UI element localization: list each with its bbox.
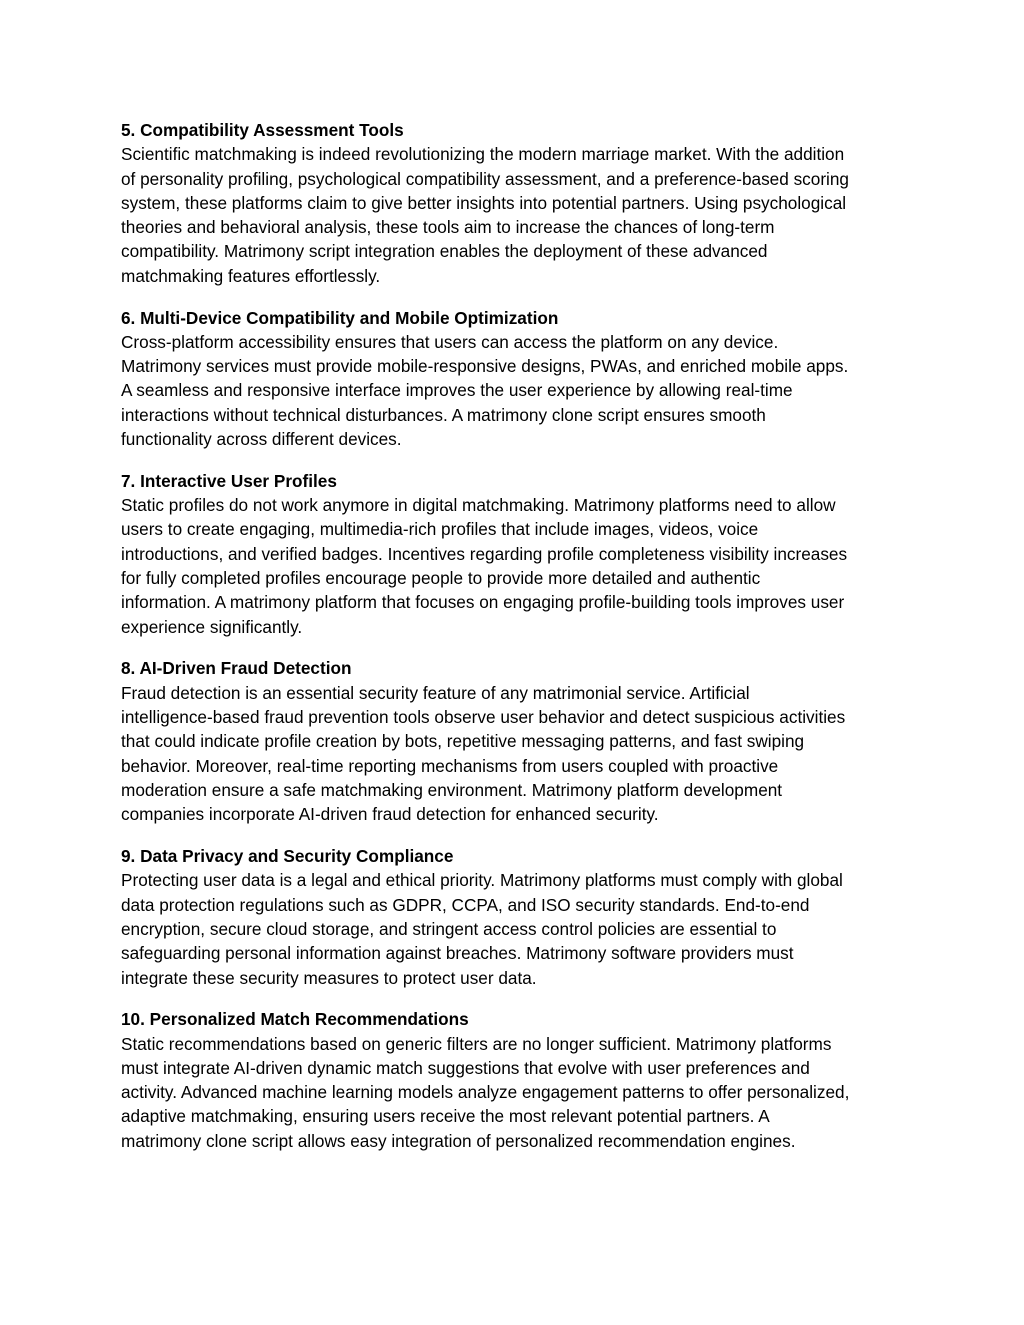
section-multi-device-compatibility xyxy=(121,306,921,452)
section-heading: 7. Interactive User Profiles xyxy=(121,470,337,491)
paragraph-line: functionality across different devices. xyxy=(121,429,402,450)
section-interactive-user-profiles xyxy=(121,469,921,639)
paragraph-line: A seamless and responsive interface improves the user experience by allowing real-time xyxy=(121,380,793,401)
paragraph-line: of personality profiling, psychological compatibility assessment, and a preference-based scoring xyxy=(121,168,849,189)
paragraph-line: theories and behavioral analysis, these tools aim to increase the chances of long-term xyxy=(121,217,775,238)
paragraph-line: Scientific matchmaking is indeed revolutionizing the modern marriage market. With the addition xyxy=(121,144,845,165)
paragraph-line: Fraud detection is an essential security feature of any matrimonial service. Artificial xyxy=(121,682,750,703)
paragraph-line: integrate these security measures to protect user data. xyxy=(121,967,537,988)
paragraph-line: Protecting user data is a legal and ethical priority. Matrimony platforms must comply with global xyxy=(121,870,843,891)
section-heading: 5. Compatibility Assessment Tools xyxy=(121,120,404,140)
paragraph-line: adaptive matchmaking, ensuring users receive the most relevant potential partners. A xyxy=(121,1106,770,1127)
paragraph-line: must integrate AI-driven dynamic match suggestions that evolve with user preferences and xyxy=(121,1057,810,1078)
section-data-privacy-security xyxy=(121,844,921,990)
paragraph-line: Cross-platform accessibility ensures that users can access the platform on any device. xyxy=(121,331,779,352)
section-heading: 10. Personalized Match Recommendations xyxy=(121,1009,469,1030)
paragraph-line: behavior. Moreover, real-time reporting mechanisms from users coupled with proactive xyxy=(121,755,779,776)
paragraph-line: Static profiles do not work anymore in digital matchmaking. Matrimony platforms need to allow xyxy=(121,495,836,516)
paragraph-line: encryption, secure cloud storage, and stringent access control policies are essential to xyxy=(121,918,777,939)
paragraph-line: system, these platforms claim to give better insights into potential partners. Using psychological xyxy=(121,192,847,213)
paragraph-line: data protection regulations such as GDPR, CCPA, and ISO security standards. End-to-end xyxy=(121,894,810,915)
document-page xyxy=(121,118,921,1171)
paragraph-line: companies incorporate AI-driven fraud detection for enhanced security. xyxy=(121,804,659,825)
paragraph-line: Static recommendations based on generic filters are no longer sufficient. Matrimony platforms xyxy=(121,1033,832,1054)
paragraph-line: matrimony clone script allows easy integration of personalized recommendation engines. xyxy=(121,1130,796,1151)
paragraph-line: moderation ensure a safe matchmaking environment. Matrimony platform development xyxy=(121,779,783,800)
section-heading: 9. Data Privacy and Security Compliance xyxy=(121,846,454,867)
paragraph-line: interactions without technical disturbances. A matrimony clone script ensures smooth xyxy=(121,404,766,425)
paragraph-line: activity. Advanced machine learning models analyze engagement patterns to offer personalized, xyxy=(121,1082,850,1103)
section-heading: 8. AI-Driven Fraud Detection xyxy=(121,658,352,679)
paragraph-line: information. A matrimony platform that focuses on engaging profile-building tools improves user xyxy=(121,592,845,613)
paragraph-line: intelligence-based fraud prevention tools observe user behavior and detect suspicious activities xyxy=(121,707,846,728)
section-personalized-match-recommendations xyxy=(121,1007,921,1153)
paragraph-line: Matrimony services must provide mobile-responsive designs, PWAs, and enriched mobile apps. xyxy=(121,356,849,377)
paragraph-line: matchmaking features effortlessly. xyxy=(121,265,381,286)
paragraph-line: introductions, and verified badges. Incentives regarding profile completeness visibility increases xyxy=(121,543,848,564)
paragraph-line: compatibility. Matrimony script integration enables the deployment of these advanced xyxy=(121,241,768,262)
paragraph-line: experience significantly. xyxy=(121,616,303,637)
section-heading: 6. Multi-Device Compatibility and Mobile Optimization xyxy=(121,307,559,328)
paragraph-line: that could indicate profile creation by bots, repetitive messaging patterns, and fast swiping xyxy=(121,731,805,752)
paragraph-line: for fully completed profiles encourage people to provide more detailed and authentic xyxy=(121,568,761,589)
section-ai-driven-fraud-detection xyxy=(121,656,921,826)
section-compatibility-assessment-tools xyxy=(121,118,921,288)
paragraph-line: users to create engaging, multimedia-rich profiles that include images, videos, voice xyxy=(121,519,759,540)
paragraph-line: safeguarding personal information against breaches. Matrimony software providers must xyxy=(121,943,794,964)
